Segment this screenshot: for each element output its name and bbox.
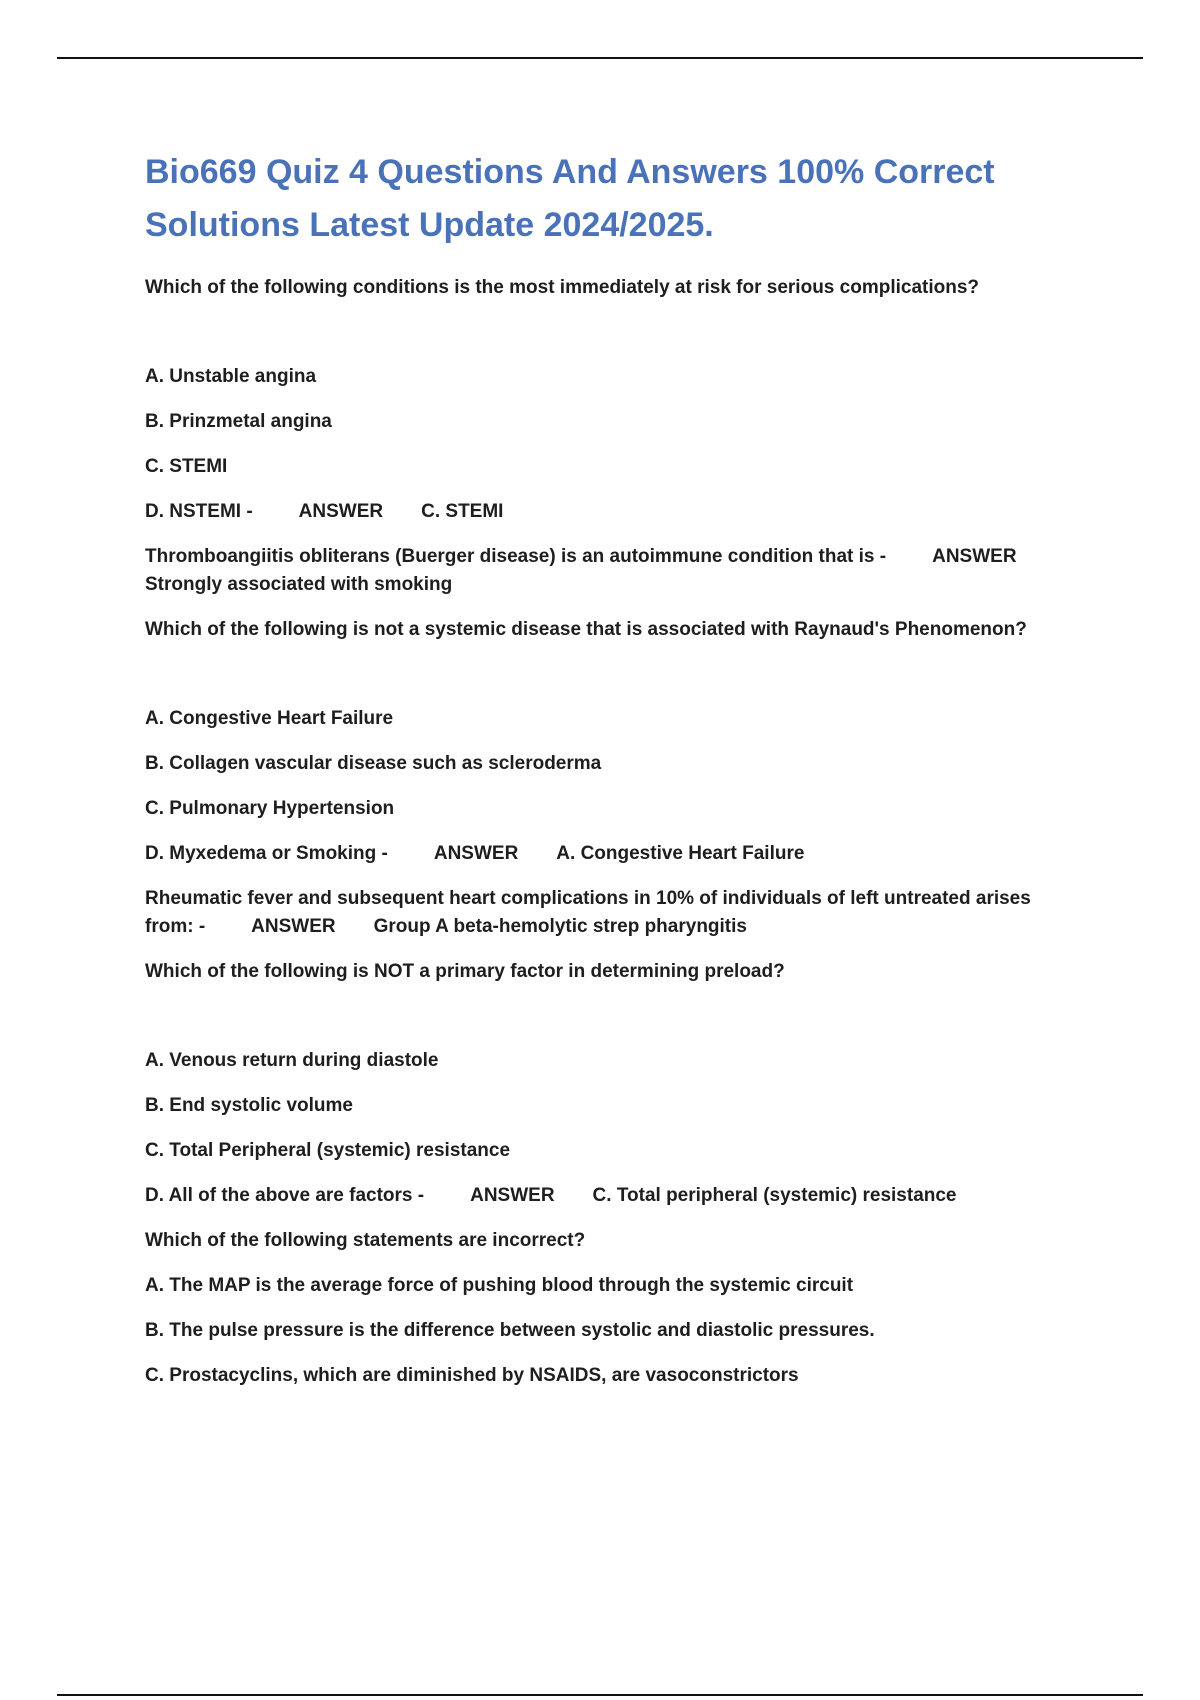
answer-text: C. Total peripheral (systemic) resistance (592, 1185, 957, 1206)
question-1 (145, 274, 1065, 302)
header-rule (57, 57, 1143, 59)
question-text: Thromboangiitis obliterans (Buerger disease) is an autoimmune condition that is - (145, 546, 887, 567)
document-page (145, 146, 1065, 1407)
question-4 (145, 885, 1065, 941)
option-5c (145, 1137, 1065, 1165)
option-6c (145, 1362, 1065, 1390)
answer-text: Strongly associated with smoking (145, 574, 453, 595)
option-text: A. The MAP is the average force of pushing blood through the systemic circuit (145, 1275, 854, 1296)
question-text: Which of the following conditions is the most immediately at risk for serious complications? (145, 277, 979, 298)
option-text: C. STEMI (145, 456, 228, 477)
answer-label: ANSWER (298, 501, 384, 522)
option-5a (145, 1047, 1065, 1075)
option-3a (145, 705, 1065, 733)
option-1a (145, 363, 1065, 391)
option-3c (145, 795, 1065, 823)
option-3d (145, 840, 1065, 868)
option-5d (145, 1182, 1065, 1210)
option-3b (145, 750, 1065, 778)
option-6a (145, 1272, 1065, 1300)
option-text: D. NSTEMI - (145, 501, 253, 522)
option-1b (145, 408, 1065, 436)
option-text: D. All of the above are factors - (145, 1185, 425, 1206)
question-3 (145, 616, 1065, 644)
document-title: Bio669 Quiz 4 Questions And Answers 100% Correct Solutions Latest Update 2024/2025. (145, 153, 995, 244)
option-text: D. Myxedema or Smoking - (145, 843, 388, 864)
option-text: A. Congestive Heart Failure (145, 708, 394, 729)
option-text: B. Collagen vascular disease such as scleroderma (145, 753, 602, 774)
option-text: A. Venous return during diastole (145, 1050, 439, 1071)
question-6 (145, 1227, 1065, 1255)
question-text: Which of the following is NOT a primary factor in determining preload? (145, 961, 785, 982)
answer-text: C. STEMI (421, 501, 504, 522)
option-1c (145, 453, 1065, 481)
option-text: A. Unstable angina (145, 366, 317, 387)
answer-text: A. Congestive Heart Failure (556, 843, 805, 864)
question-5 (145, 958, 1065, 986)
option-text: B. End systolic volume (145, 1095, 353, 1116)
option-6b (145, 1317, 1065, 1345)
question-text: Which of the following is not a systemic disease that is associated with Raynaud's Phenomenon? (145, 619, 1027, 640)
option-text: B. The pulse pressure is the difference between systolic and diastolic pressures. (145, 1320, 875, 1341)
answer-label: ANSWER (932, 546, 1017, 567)
option-text: C. Total Peripheral (systemic) resistance (145, 1140, 511, 1161)
answer-label: ANSWER (251, 916, 336, 937)
question-text: Rheumatic fever and subsequent heart complications in 10% of individuals of left untreated arises from: - (145, 888, 1031, 937)
option-text: B. Prinzmetal angina (145, 411, 332, 432)
option-text: C. Pulmonary Hypertension (145, 798, 395, 819)
option-5b (145, 1092, 1065, 1120)
question-text: Which of the following statements are incorrect? (145, 1230, 586, 1251)
answer-label: ANSWER (470, 1185, 555, 1206)
option-1d (145, 498, 1065, 526)
footer-rule (57, 1694, 1143, 1696)
option-text: C. Prostacyclins, which are diminished by NSAIDS, are vasoconstrictors (145, 1365, 799, 1386)
question-2 (145, 543, 1065, 599)
answer-label: ANSWER (433, 843, 519, 864)
answer-text: Group A beta-hemolytic strep pharyngitis (373, 916, 747, 937)
